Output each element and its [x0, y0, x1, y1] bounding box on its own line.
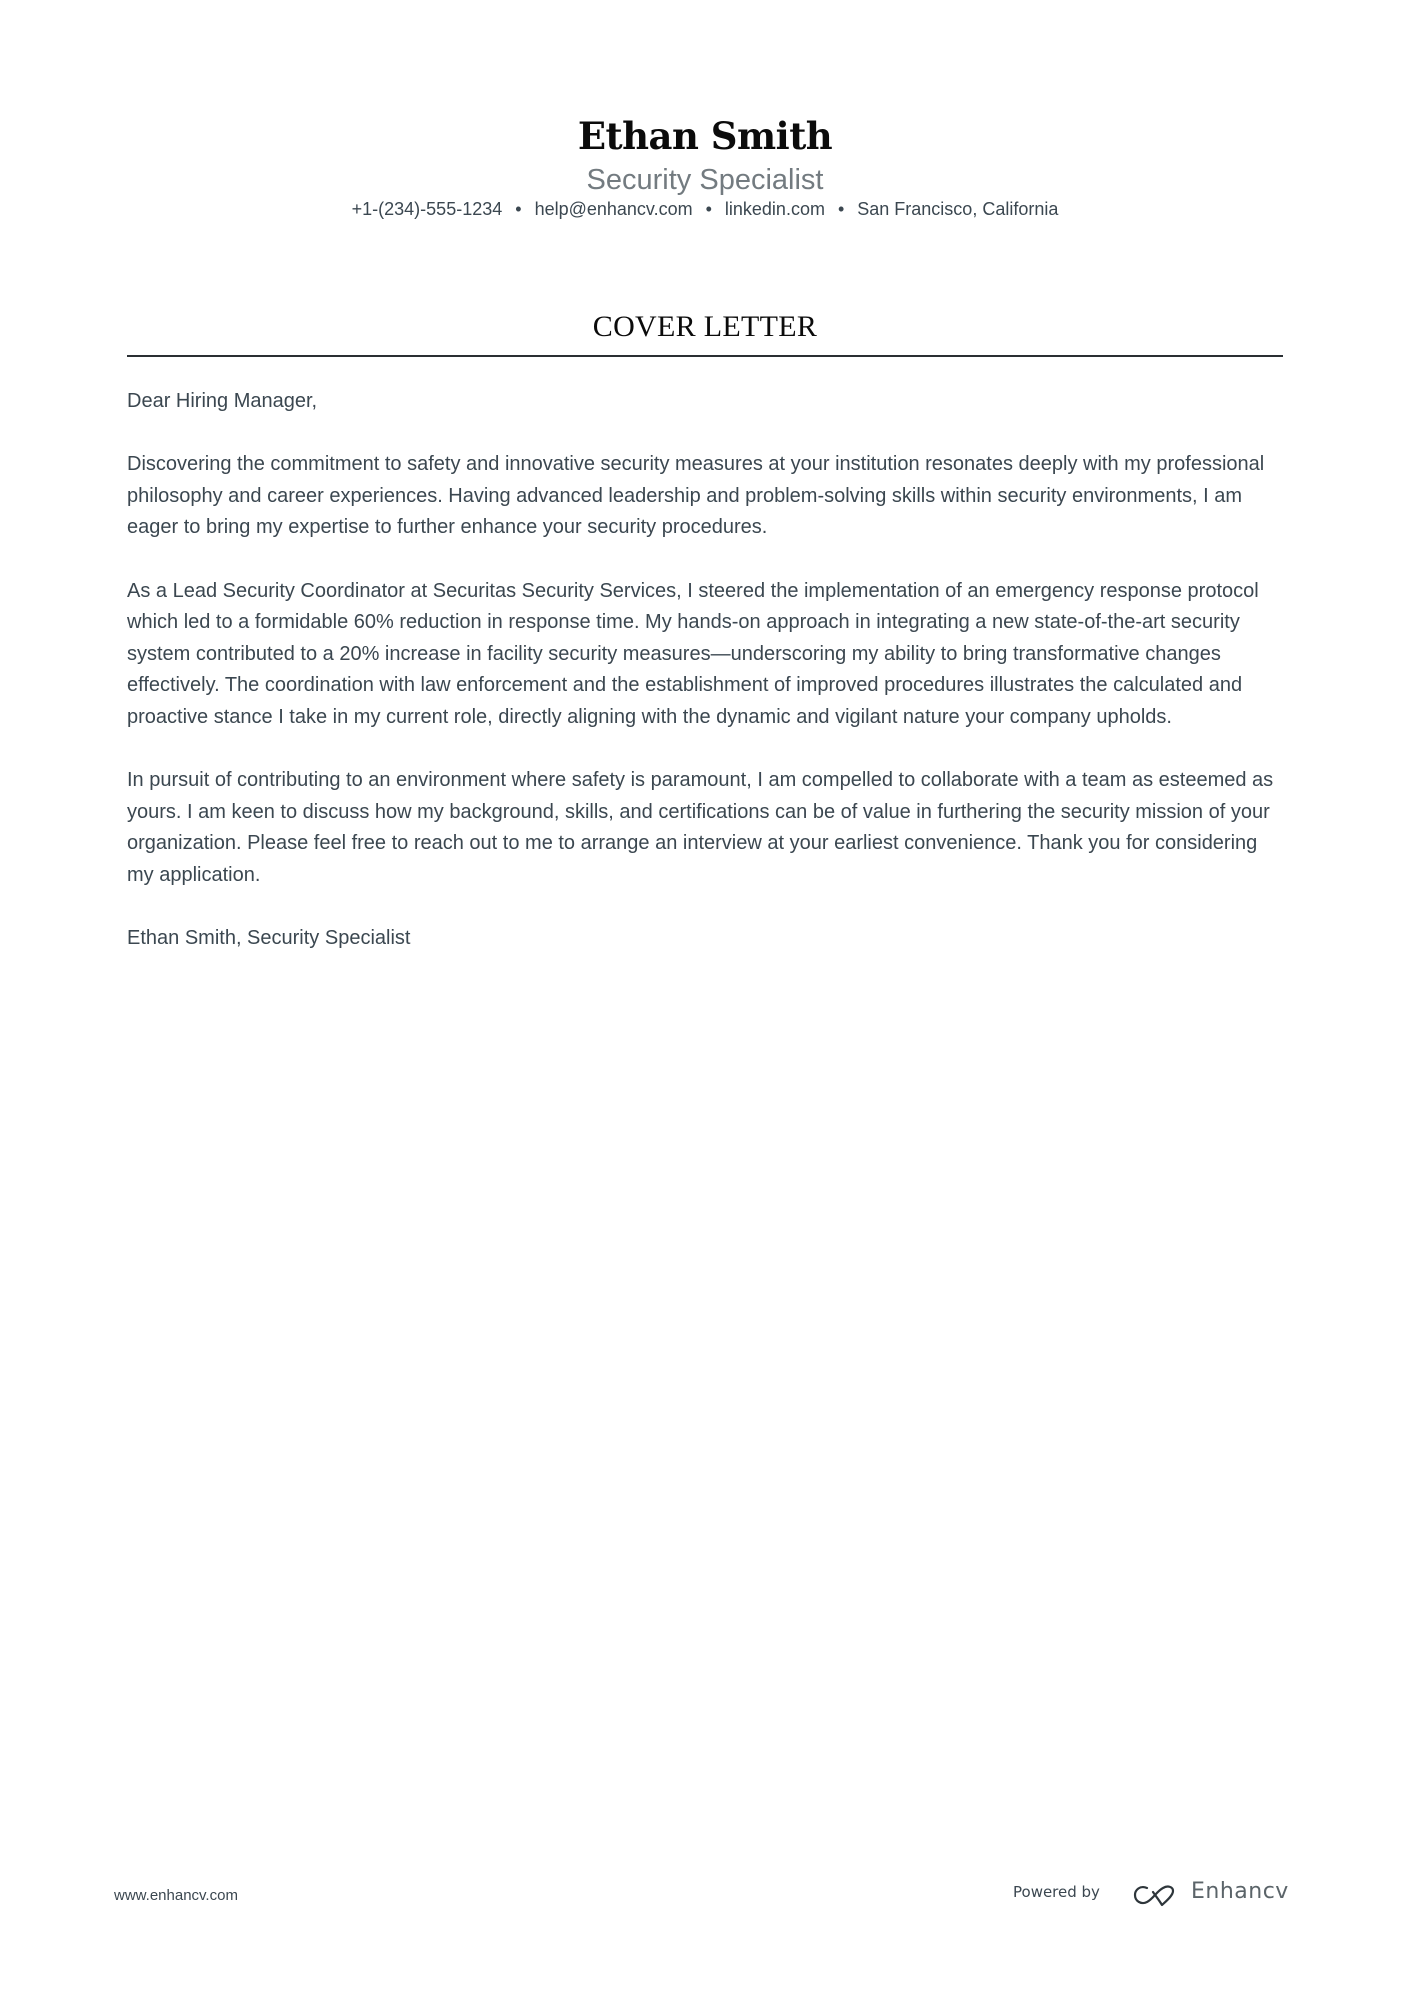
- enhancv-brand-wordmark: Enhancv: [1191, 1879, 1289, 1904]
- letter-paragraph: Discovering the commitment to safety and innovative security measures at your institution resonates deeply with my professional philosophy and career experiences. Having advanced leadership and problem-solving skills within security environments, I am eager to bring my expertise to further enhance your security procedures.: [127, 453, 1265, 539]
- letter-paragraph: As a Lead Security Coordinator at Securitas Security Services, I steered the implementation of an emergency response protocol which led to a formidable 60% reduction in response time. My hands-on approach in integrating a new state-of-the-art security system contributed to a 20% increase in facility security measures—underscoring my ability to bring transformative changes effectively. The coordination with law enforcement and the establishment of improved procedures illustrates the calculated and proactive stance I take in my current role, directly aligning with the dynamic and vigilant nature your company upholds.: [127, 579, 1259, 728]
- enhancv-logo-icon: [1133, 1883, 1181, 1907]
- section-divider: [127, 355, 1283, 357]
- contact-phone: +1-(234)-555-1234: [351, 199, 503, 219]
- contact-location: San Francisco, California: [857, 199, 1059, 219]
- salutation: Dear Hiring Manager,: [127, 390, 318, 412]
- candidate-name: Ethan Smith: [577, 114, 833, 158]
- powered-by-label: Powered by: [1013, 1883, 1100, 1901]
- contact-email[interactable]: help@enhancv.com: [534, 199, 693, 219]
- contact-linkedin[interactable]: linkedin.com: [724, 199, 825, 219]
- footer-website-link[interactable]: www.enhancv.com: [114, 1887, 238, 1904]
- letter-body: [127, 386, 1287, 986]
- contact-line: [0, 197, 1410, 221]
- bullet-separator: •: [705, 199, 712, 219]
- section-heading: COVER LETTER: [592, 310, 818, 343]
- bullet-separator: •: [515, 199, 522, 219]
- bullet-separator: •: [837, 199, 845, 219]
- letter-paragraph: In pursuit of contributing to an environment where safety is paramount, I am compelled to collaborate with a team as esteemed as yours. I am keen to discuss how my background, skills, and certifications can be of value in furthering the security mission of your organization. Please feel free to reach out to me to arrange an interview at your earliest convenience. Thank you for considering my application.: [127, 769, 1274, 886]
- signature: Ethan Smith, Security Specialist: [127, 927, 411, 950]
- candidate-title: Security Specialist: [586, 164, 824, 196]
